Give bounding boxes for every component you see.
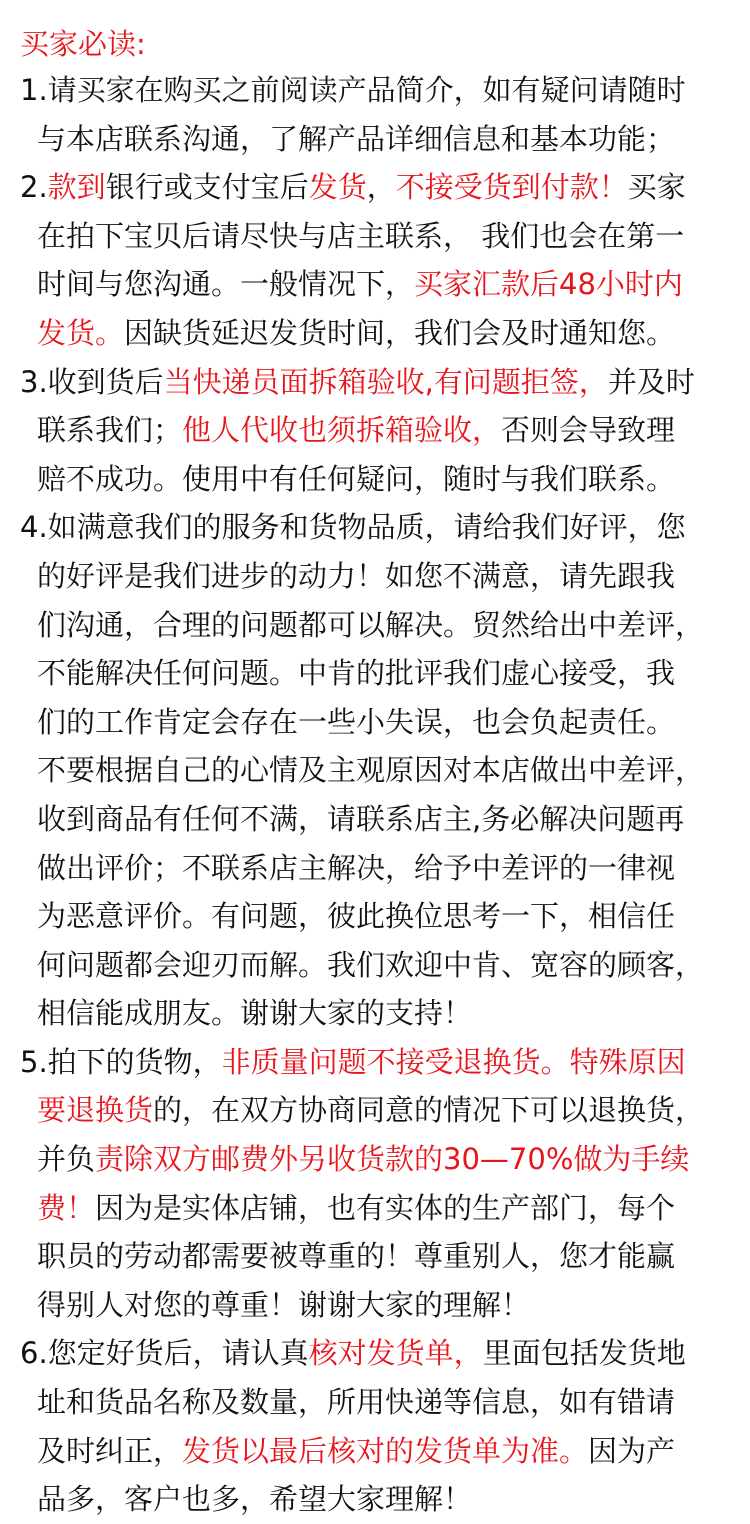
body-text: 否则会导致理 <box>501 413 676 448</box>
notice-line <box>20 892 740 941</box>
highlighted-text: 他人代收也须拆箱验收， <box>182 413 502 448</box>
body-text: 银行或支付宝后 <box>105 170 309 205</box>
highlighted-text: 发货。 <box>37 315 125 350</box>
body-text: 不要根据自己的心情及主观原因对本店做出中差评， <box>37 753 705 788</box>
body-text: 职员的劳动都需要被尊重的！尊重别人，您才能赢 <box>37 1239 676 1274</box>
body-text: 们沟通，合理的问题都可以解决。贸然给出中差评， <box>37 607 705 642</box>
notice-item-5 <box>20 1038 740 1330</box>
notice-items <box>20 66 740 1524</box>
notice-line <box>20 503 740 552</box>
highlighted-text: 买家汇款后48小时内 <box>414 267 683 302</box>
body-text: 品多，客户也多，希望大家理解！ <box>37 1482 473 1517</box>
highlighted-text: 非质量问题不接受退换货。特殊原因 <box>221 1044 686 1079</box>
notice-line <box>20 1329 740 1378</box>
body-text: 5.拍下的货物， <box>20 1044 222 1079</box>
body-text: 2. <box>20 170 48 205</box>
body-text: 4.如满意我们的服务和货物品质，请给我们好评，您 <box>20 510 686 545</box>
notice-item-4 <box>20 503 740 1038</box>
notice-line <box>20 66 740 115</box>
notice-line <box>20 698 740 747</box>
body-text: 并负 <box>37 1142 96 1177</box>
body-text: 买家 <box>627 170 686 205</box>
body-text: 们的工作肯定会存在一些小失误，也会负起责任。 <box>37 704 676 739</box>
highlighted-text: 款到 <box>47 170 106 205</box>
body-text: 因为产 <box>588 1433 676 1468</box>
highlighted-text: 不接受货到付款！ <box>395 170 628 205</box>
notice-line <box>20 1038 740 1087</box>
body-text: 6.您定好货后，请认真 <box>20 1336 309 1371</box>
body-text: 在拍下宝贝后请尽快与店主联系， 我们也会在第一 <box>37 218 685 253</box>
notice-line <box>20 1232 740 1281</box>
body-text: 做出评价；不联系店主解决，给予中差评的一律视 <box>37 850 676 885</box>
notice-line <box>20 601 740 650</box>
notice-line <box>20 1135 740 1184</box>
body-text: 联系我们； <box>37 413 183 448</box>
body-text: 里面包括发货地 <box>482 1336 686 1371</box>
body-text: ， <box>366 170 396 205</box>
body-text: 并及时 <box>607 364 695 399</box>
notice-line <box>20 212 740 261</box>
notice-line <box>20 989 740 1038</box>
notice-line <box>20 163 740 212</box>
notice-line <box>20 795 740 844</box>
body-text: 因为是实体店铺，也有实体的生产部门，每个 <box>95 1190 676 1225</box>
body-text: 址和货品名称及数量，所用快递等信息，如有错请 <box>37 1385 676 1420</box>
notice-line <box>20 1281 740 1330</box>
notice-item-3 <box>20 358 740 504</box>
body-text: 1.请买家在购买之前阅读产品简介，如有疑问请随时 <box>20 73 686 107</box>
notice-title: 买家必读: <box>20 27 146 61</box>
notice-line <box>20 1427 740 1476</box>
body-text: 的，在双方协商同意的情况下可以退换货， <box>153 1093 705 1128</box>
notice-line <box>20 115 740 164</box>
notice-line <box>20 455 740 504</box>
highlighted-text: 要退换货 <box>37 1093 154 1128</box>
highlighted-text: 责除双方邮费外另收货款的30—70%做为手续 <box>95 1142 690 1177</box>
body-text: 得别人对您的尊重！谢谢大家的理解！ <box>37 1287 531 1322</box>
body-text: 与本店联系沟通，了解产品详细信息和基本功能； <box>37 121 676 156</box>
body-text: 3.收到货后 <box>20 364 164 399</box>
notice-line <box>20 1378 740 1427</box>
notice-item-6 <box>20 1329 740 1523</box>
body-text: 的好评是我们进步的动力！如您不满意，请先跟我 <box>37 558 676 593</box>
notice-line <box>20 406 740 455</box>
notice-item-2 <box>20 163 740 357</box>
body-text: 收到商品有任何不满，请联系店主,务必解决问题再 <box>37 801 685 836</box>
body-text: 因缺货延迟发货时间，我们会及时通知您。 <box>124 315 676 350</box>
highlighted-text: 费！ <box>37 1190 96 1225</box>
notice-line <box>20 1184 740 1233</box>
body-text: 时间与您沟通。一般情况下， <box>37 267 415 302</box>
highlighted-text: 发货 <box>308 170 367 205</box>
body-text: 赔不成功。使用中有任何疑问，随时与我们联系。 <box>37 461 676 496</box>
body-text: 不能解决任何问题。中肯的批评我们虚心接受，我 <box>37 656 676 691</box>
body-text: 何问题都会迎刃而解。我们欢迎中肯、宽容的顾客， <box>37 947 705 982</box>
notice-line <box>20 358 740 407</box>
highlighted-text: 发货以最后核对的发货单为准。 <box>182 1433 589 1468</box>
notice-item-1 <box>20 66 740 163</box>
body-text: 为恶意评价。有问题，彼此换位思考一下，相信任 <box>37 899 676 934</box>
notice-line <box>20 844 740 893</box>
notice-line <box>20 941 740 990</box>
highlighted-text: 核对发货单， <box>308 1336 483 1371</box>
notice-line <box>20 260 740 309</box>
body-text: 相信能成朋友。谢谢大家的支持！ <box>37 996 473 1031</box>
buyer-notice <box>20 22 740 1524</box>
body-text: 及时纠正， <box>37 1433 183 1468</box>
notice-line <box>20 746 740 795</box>
notice-line <box>20 649 740 698</box>
notice-line <box>20 552 740 601</box>
highlighted-text: 当快递员面拆箱验收,有问题拒签， <box>163 364 608 399</box>
notice-line <box>20 1086 740 1135</box>
notice-line <box>20 309 740 358</box>
